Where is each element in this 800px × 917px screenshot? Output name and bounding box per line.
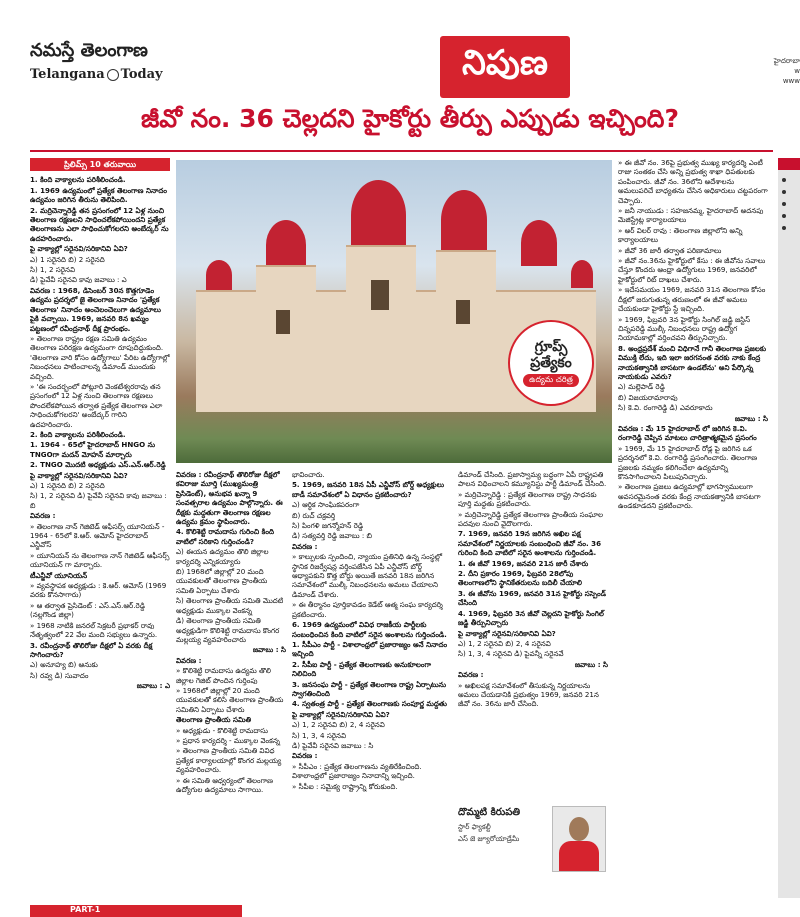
- column-5-text: [618, 158, 768, 511]
- paragraph: జవాబు : ఎ: [136, 681, 170, 691]
- paragraph: వివరణ :: [30, 511, 56, 521]
- paragraph: సి) 1, 2 సరైనవి: [30, 265, 76, 275]
- paragraph: » అఖిలపక్ష సమావేశంలో తీసుకున్న నిర్ణయాలను అమలు చేయడానికి ప్రభుత్వం 1969, జనవరి 21న జీవో నం. 36ను జారీ చేసింది.: [458, 680, 599, 709]
- article-column-1: [30, 158, 170, 898]
- groups-special-badge: [508, 320, 594, 406]
- paragraph: వివరణ : రవీంద్రనాథ్ తొలిరోజు దీక్షలో కవిరాజు మూర్తి (ముఖ్యమంత్రి ప్రెసిడెంట్), అనుభవ ఖన్నా 9 సంవత్సరాల ఉద్యమం పాల్గొన్నారు. ఈ దీక్షకు మద్దతుగా తెలంగాణ రక్షణల ఉద్యమ క్రమం స్థాపించారు.: [176, 470, 283, 527]
- paragraph: 1. కింది వాక్యాలను పరిశీలించండి.: [30, 175, 126, 185]
- paragraph: » ఈ జీవో నం. 36పై ప్రభుత్వ ముఖ్య కార్యదర్శి ఎంటీ రాజు సంతకం చేసి అన్ని ప్రభుత్వ శాఖా ధిపతులకు పంపించారు. జీవో నం. 36లోని అదేశాలను అమలుపరిచే బాధ్యతను చేసిన ఆధికారులు చట్టపరంగా చెప్పారు.: [618, 158, 768, 205]
- topright-line: హైదరాబా: [773, 57, 800, 65]
- paragraph: సి) తెలంగాణ ప్రాంతీయ సమితి మొదటి అధ్యక్షుడు ముక్కాల వెంకన్న: [176, 596, 284, 615]
- brand-english-1: Telangana: [30, 67, 105, 82]
- tower: [346, 245, 416, 412]
- brand-english-2: Today: [120, 67, 163, 82]
- dome: [206, 260, 232, 290]
- column-3-text: [292, 470, 450, 791]
- paragraph: » తెలంగాణ నాన్ గెజిటెడ్ ఆఫీసర్స్ యూనియన్ - 1964 - 65లో కె.ఆర్. ఆమోస్ హైదరాబాద్ ఎన్జీవోస్: [30, 521, 165, 550]
- section-title: నిపుణ: [440, 36, 570, 98]
- paragraph: » తెలంగాణ ప్రజలు ఉద్యమాల్లో భాగస్వాములుగా అవసరమైనంత వరకు కేంద్ర నాయకత్వానికి బాసటగా ఉండకూడదని ప్రకటించారు.: [618, 482, 761, 511]
- article-column-2: [176, 470, 286, 890]
- paragraph: టీఎన్జీవో యూనియన్: [30, 570, 88, 580]
- window: [371, 280, 389, 310]
- paragraph: వివరణ :: [292, 541, 318, 551]
- paragraph: 6. 1969 ఉద్యమంలో వివిధ రాజకీయ పార్టీలకు సంబంధించిన కింది వాటిలో సరైన అంశాలను గుర్తించండి.: [292, 620, 447, 639]
- paragraph: డి) పైవేవీ సరైనవి కావు జవాబు : ఎ: [30, 275, 127, 285]
- column-2-text: [176, 470, 286, 794]
- paragraph: ఎ) 1 సరైనది బి) 2 సరైనది: [30, 254, 105, 264]
- window: [276, 310, 290, 334]
- paragraph: » 1968 నాటికి జనరల్ సెక్రటరీ ప్రభాకర్ రావు నేతృత్వంలో 22 వేల మంది సభ్యులు ఉన్నారు.: [30, 620, 158, 640]
- page-headline: జీవో నం. 36 చెల్లదని హైకోర్టు తీర్పు ఎప్పుడు ఇచ్చింది?: [141, 104, 679, 133]
- paragraph: 3. రవీంద్రనాథ్ తొలిరోజు దీక్షలో ఏ వరకు దీక్ష సాగించారు?: [30, 640, 153, 659]
- seal-icon: [107, 69, 119, 81]
- paragraph: 1. ఈ జీవో 1969, జనవరి 21న జారీ చేశారు: [458, 558, 589, 568]
- tower: [256, 265, 316, 412]
- bullet-icon: [782, 202, 786, 206]
- bullet-icon: [782, 214, 786, 218]
- author-body: [559, 841, 599, 871]
- header-topright: [740, 56, 800, 86]
- paragraph: 7. 1969, జనవరి 19న జరిగిన అఖిల పక్ష సమావేశంలో నిర్ణయాలకు సంబంధించి జీవో నం. 36 గురించి కింది వాటిలో సరైన అంశాలను గుర్తించండి.: [458, 529, 602, 558]
- paragraph: సి) 1, 2 సరైనవి డి) పైవేవీ సరైనవి కావు జవాబు : బి: [30, 491, 167, 510]
- paragraph: » ఈ తీర్మానం పూర్తికావడం కెడేట్ ఆత్మ సంఘ కార్యదర్శి ప్రకటించారు.: [292, 600, 443, 619]
- paragraph: ఎ) అనూహ్య బి) ఆనుకు: [30, 660, 98, 670]
- paragraph: జవాబు : సి: [734, 413, 768, 423]
- dome: [441, 190, 487, 250]
- paragraph: » యూనియన్ ను తెలంగాణ నాన్ గెజిటెడ్ ఆఫీసర్స్ యూనియన్ గా మార్చారు.: [30, 550, 170, 570]
- column-tag: ప్రిలిమ్స్ 10 తరువాయి: [30, 158, 170, 171]
- paragraph: సి) కె.వి. రంగారెడ్డి డి) ఎవరూకాదు: [618, 403, 713, 413]
- paragraph: » జనీ నాయుడు : సహజనమ్మ, హైదరాబాద్ అదనపు మెజిస్ట్రేట్ల కార్యాలయాలు: [618, 206, 764, 225]
- paragraph: » 1969, మే 15 హైదరాబాద్ రోడ్ల పై జరిగిన ఒక ప్రదర్శనలో కె.వి. రంగారెడ్డి ప్రసంగించారు. తెలంగాణ ప్రజలకు నమ్మకం కలిగించేలా ఉద్యమాన్ని కొనసాగించాలని పిలుపునిచ్చారు.: [618, 443, 758, 481]
- author-role: స్టార్ ఫ్యాకల్టీ: [458, 823, 491, 831]
- paragraph: పై వాక్యాల్లో సరైనవి/సరికానివి ఏవి?: [30, 244, 128, 254]
- paragraph: డి) సత్యవర్తి రెడ్డి జవాబు : బి: [292, 531, 372, 541]
- paragraph: » సీపీఐ : సమైక్య రాష్ట్రాన్ని కోరుకుంది.: [292, 781, 398, 791]
- paragraph: సి) పింగళి జగన్మోహన్ రెడ్డి: [292, 521, 364, 531]
- paragraph: 3. ఈ జీవోను 1969, జనవరి 31న హైకోర్టు సస్పెండ్ చేసింది: [458, 588, 606, 608]
- dome: [521, 220, 557, 266]
- high-court-photo: [176, 160, 612, 463]
- paragraph: 2. కింది వాక్యాలను పరిశీలించండి.: [30, 429, 126, 439]
- paragraph: 4. 1969, ఫిబ్రవరి 3న జీవో చెల్లదని హైకోర్టు సింగిల్ జడ్జి తీర్పునిచ్చారు: [458, 608, 604, 628]
- paragraph: వివరణ : మే 15 హైదరాబాద్ లో జరిగిన కె.వి. రంగారెడ్డి చెప్పిన మాటలు చారిత్రాత్మకమైన ప్రసంగం: [618, 423, 757, 443]
- paragraph: 2. TNGO మొదటి అధ్యక్షుడు ఎస్.ఎన్.ఆర్.రెడ్డి: [30, 460, 166, 470]
- paragraph: » ఆ తర్వాత ప్రెసిడెంట్ : ఎస్.ఎస్.ఆర్.రెడ్డి (నల్లగొండ జిల్లా): [30, 600, 145, 620]
- paragraph: 5. 1969, జనవరి 18న ఏపీ ఎన్జీవోస్ బోర్డ్ అధ్యక్షులు బాడీ సమావేశంలో ఏ విధానం ప్రకటించారు?: [292, 480, 445, 499]
- paragraph: పై వాక్యాల్లో సరైనవి/సరికానివి ఏవి?: [292, 709, 390, 719]
- paragraph: 8. అంధ్రప్రదేశ్ మంచి విధిగానే గానీ తెలంగాణ ప్రజలకు విముక్తి లేదు, ఇది ఇలా జరగనంత వరకు నాకు కేంద్ర నాయకత్వానికి బాసటగా ఉండలేను' అని పేర్కొన్న నాయకుడు ఎవరు?: [618, 343, 767, 381]
- column-1-text: [30, 175, 170, 690]
- paragraph: వివరణ : 1968, డిసెంబర్ 30న కొత్తగూడెం ఉద్యమ ప్రదర్శలో జై తెలంగాణ నినాదం 'ప్రత్యేక తెలంగాణ' నినాదం అంచెలంచెలుగా ఉద్యమాలు పైకి వచ్చాయి. 1969, జనవరి 8న ఖమ్మం పట్టణంలో రవీంద్రనాథ్ దీక్ష ప్రారంభం.: [30, 285, 161, 333]
- paragraph: ఎ) ఆర్థిక సాంఘికపరంగా: [292, 500, 360, 510]
- paragraph: ఎ) 1, 2 సరైనవి బి) 2, 4 సరైనవి: [458, 638, 551, 648]
- paragraph: సి) 1, 3, 4 సరైనవి: [292, 730, 347, 740]
- badge-line-1: గ్రూప్స్: [534, 339, 568, 355]
- author-box: [458, 806, 608, 892]
- brand-english: [30, 67, 220, 82]
- tower: [436, 250, 496, 412]
- paragraph: » ఇదేసమయం 1969, జనవరి 31న తెలంగాణ కోసం దీక్షలో జరుగుతున్న తరుణంలో ఈ జీవో అమలు చేయకుండా హైకోర్టు స్టే ఇచ్చింది.: [618, 285, 766, 314]
- paragraph: 2. దీని ప్రకారం 1969, ఫిబ్రవరి 28లోపు తెలంగాణలోని స్థానికేతరులను బదిలీ చేయాలి: [458, 569, 582, 588]
- dome: [351, 180, 406, 250]
- paragraph: వివరణ :: [176, 655, 202, 665]
- paragraph: డిమాండ్ చేసింది. ప్రజాస్వామ్య బద్ధంగా ఏపీ రాష్ట్రపతి పాలన విధించాలని కమ్యూనిస్టు పార్టీ డిమాండ్ చేసింది.: [458, 470, 607, 489]
- paragraph: 4. కొలిశెట్టి రామదాసు గురించి కింది వాటిలో సరికాని గుర్తించండి?: [176, 527, 274, 546]
- author-photo: [552, 806, 606, 872]
- badge-title: [530, 339, 572, 371]
- column-4-text: [458, 470, 608, 709]
- paragraph: » తెలంగాణ ప్రాంతీయ సమితి వివిధ ప్రత్యేక కార్యాలయాల్లో కొంగర మల్లయ్య వ్యవహరించారు.: [176, 746, 282, 775]
- author-head: [569, 817, 589, 841]
- paragraph: 1. సీపీఎం పార్టీ - విశాలాంధ్రలో ప్రజారాజ్యం అనే నినాదం ఇచ్చింది: [292, 639, 448, 659]
- dome: [571, 260, 593, 288]
- paragraph: బి) విజయరామారావు: [618, 392, 678, 402]
- paragraph: » వ్యవస్థాపక అధ్యక్షుడు : కె.ఆర్. ఆమోస్ (1969 వరకు కొనసాగారు): [30, 581, 167, 600]
- paragraph: 2. మర్రిచెన్నారెడ్డి తన ప్రసంగంలో 12 ఏళ్ల నుంచి తెలంగాణ రక్షణలని సాధించలేకపోయిందని ప్రత్యేక తెలంగాణను ఎలా సాధించుకోగలరని అంబేద్కర్ ను ఉదహరించారు.: [30, 205, 169, 243]
- paragraph: » కొలిశెట్టి రామదాసు ఉద్యమ తొలి జిల్లాల గెజిట్ పొందిన గుర్తింపు: [176, 666, 271, 685]
- paragraph: » 'ఈ సందర్భంలో పోట్లూరి వెంకటేశ్వరరావు తన ప్రసంగంలో 12 ఏళ్ల నుంచి తెలంగాణ రక్షణలు పొందలేకపోయిన తర్వాత ప్రత్యేక తెలంగాణ ఎలా సాధించుకోగలరని' అంబేద్కర్ గారిని ఉదహరించారు.: [30, 381, 163, 429]
- brand-telugu: నమస్తే తెలంగాణ: [30, 40, 148, 61]
- paragraph: వివరణ :: [292, 751, 318, 761]
- paragraph: ఎ) మల్లెపాడ్ రెడ్డి: [618, 382, 665, 392]
- paragraph: » 1968లో జిల్లాల్లో 20 మంది యువకులతో కలిసి తెలంగాణ ప్రాంతీయ సమితిని ఏర్పాటు చేశారు: [176, 685, 284, 714]
- author-affiliation: ఎస్ జె జ్యూరోయాడ్రేమీ: [458, 835, 520, 843]
- paragraph: డి) తెలంగాణ ప్రాంతీయ సమితి అధ్యక్షుడిగా కొలిశెట్టి రామదాసు కొంగర మల్లయ్య వ్యవహరించారు: [176, 616, 280, 644]
- paragraph: 1. 1964 - 65లో హైదరాబాద్ HNGO ను TNGOగా మదన్ మోహన్ మార్చారు: [30, 440, 156, 459]
- topright-line: www: [782, 77, 800, 85]
- paragraph: » 1969, ఫిబ్రవరి 3న హైకోర్టు సింగిల్ జడ్జి జస్టిస్ చిన్నపరెడ్డి ముల్కీ నిబంధనలు రాష్ట్ర ఉద్యోగ నియామకాల్లో వర్తించవని తీర్పునిచ్చారు.: [618, 314, 751, 343]
- paragraph: » మర్రిచెన్నారెడ్డి ప్రత్యేక తెలంగాణ ప్రాంతీయ సంఘాల పదవుల నుంచి వైదొలగారు.: [458, 509, 604, 529]
- paragraph: తెలంగాణ ప్రాంతీయ సమితి: [176, 715, 252, 725]
- paragraph: » అధ్యక్షుడు - కొలిశెట్టి రామదాసు: [176, 725, 268, 735]
- article-column-3: [292, 470, 450, 890]
- paragraph: బి) రుచ్ చక్రవర్తి: [292, 510, 336, 520]
- bullet-icon: [782, 190, 786, 194]
- paragraph: » ప్రధాన కార్యదర్శి - ముక్కాల వెంకన్న: [176, 735, 280, 745]
- badge-line-2: ప్రత్యేకం: [530, 355, 572, 371]
- paragraph: బి) 1968లో జిల్లాల్లో 20 మంది యువకులతో తెలంగాణ ప్రాంతీయ సమితి ఏర్పాటు చేశారు: [176, 567, 268, 595]
- window: [456, 300, 470, 324]
- paragraph: సి) రవ్వ డి) సువాదం: [30, 670, 89, 680]
- paragraph: 2. సీపీఐ పార్టీ - ప్రత్యేక తెలంగాణకు అనుకూలంగా నిలిచింది: [292, 659, 431, 679]
- paragraph: ఎ) 1, 2 సరైనవి బి) 2, 4 సరైనవి: [292, 720, 385, 730]
- paragraph: జవాబు : సి: [574, 659, 608, 669]
- paragraph: » సీపీఎం : ప్రత్యేక తెలంగాణను వ్యతిరేకించింది. విశాలాంధ్రలో ప్రజారాజ్యం నినాదాన్ని ఇచ్చింది.: [292, 761, 422, 781]
- paragraph: » మర్రిచెన్నారెడ్డి : ప్రత్యేక తెలంగాణ రాష్ట్ర సాధనకు పూర్తి మద్దతు ప్రకటించారు.: [458, 489, 597, 509]
- sidebar-header: [778, 158, 800, 170]
- badge-subtitle: ఉద్యమ చరిత్ర: [523, 374, 579, 387]
- paragraph: డి) పైవేవీ సరైనవి జవాబు : సి: [292, 740, 374, 750]
- paragraph: ఎ) ఈయన ఉద్యమం తొలి జిల్లాల కార్యదర్శి ఎన్నికయ్యారు: [176, 547, 269, 566]
- dome: [266, 220, 306, 270]
- bullet-icon: [782, 226, 786, 230]
- paragraph: భావించారు.: [292, 470, 325, 479]
- paragraph: జవాబు : సి: [252, 645, 286, 655]
- paragraph: 4. స్వతంత్ర పార్టీ - ప్రత్యేక తెలంగాణకు సంపూర్ణ మద్దతు: [292, 699, 447, 709]
- paragraph: » జీవో 36 జారీ తర్వాత పరిణామాలు: [618, 245, 722, 255]
- bullet-icon: [782, 178, 786, 182]
- paragraph: » అర్ విలర్ రావు : తెలంగాణ జిల్లాలోని అన్ని కార్యాలయాలు: [618, 225, 743, 245]
- divider: [30, 150, 773, 152]
- paragraph: పై వాక్యాల్లో సరైనవి/సరికానివి ఏవి?: [458, 628, 556, 638]
- right-sidebar: [778, 158, 800, 898]
- author-name: దొమ్మటి కిరుపతి: [458, 807, 521, 818]
- article-column-5: [618, 158, 768, 898]
- brand-logo: [30, 40, 220, 82]
- paragraph: 1. 1969 ఉద్యమంలో ప్రత్యేక తెలంగాణ నినాదం ఉద్యమం జరిగిన తీరును తెలిపింది.: [30, 185, 167, 205]
- paragraph: » తెలంగాణ రాష్ట్రం రక్షణ సమితి ఉద్యమం తెలంగాణ పరిరక్షణ ఉద్యమంగా రూపుదిద్దుకుంది. 'తెలంగాణ వారి కోసం ఉద్యోగాలు' పేరిట ఉద్యోగాల్లో నిబంధనలు పాటించాలన్న డిమాండ్ ముందుకు వచ్చింది.: [30, 333, 170, 381]
- topright-line: w: [794, 67, 800, 75]
- paragraph: సి) 1, 3, 4 సరైనవి డి) పైవన్నీ సరైనవే: [458, 649, 564, 659]
- paragraph: పై వాక్యాల్లో సరైనవి/సరికానివి ఏవి?: [30, 470, 128, 480]
- paragraph: వివరణ :: [458, 670, 484, 680]
- paragraph: » కాల్పులకు స్పందించి, న్యాయం ప్రతినిధి ఉన్న సంస్థల్లో స్థానిక రిజర్వేషన్ల వర్తింపజేసిన ఏపీ ఎన్జీవోస్ బోర్డ్ ఆధ్యాపకుని కొత్త బోర్డు అయితే జనవరి 18న జరిగిన సమావేశంలో ముల్కీ నిబంధనలను అమలు చేయాలని డిమాండ్ చేశారు.: [292, 552, 443, 599]
- paragraph: 3. జనసంఘ పార్టీ - ప్రత్యేక తెలంగాణ రాష్ట్ర ఏర్పాటును స్వాగతించింది: [292, 679, 447, 698]
- paragraph: ఎ) 1 సరైనది బి) 2 సరైనది: [30, 481, 105, 490]
- part-label: PART-1: [30, 905, 242, 917]
- paragraph: » జీవో నం.36ను హైకోర్టులో కేసు : ఈ జీవోను సవాలు చేస్తూ కొందరు ఆంధ్రా ఉద్యోగులు 1969, జనవరిలో హైకోర్టులో రిట్ దాఖలు చేశారు.: [618, 256, 766, 284]
- paragraph: » ఈ సమితి ఆధ్వర్యంలో తెలంగాణ ఉద్యోగుల ఉద్యమాలు సాగాయి.: [176, 775, 274, 794]
